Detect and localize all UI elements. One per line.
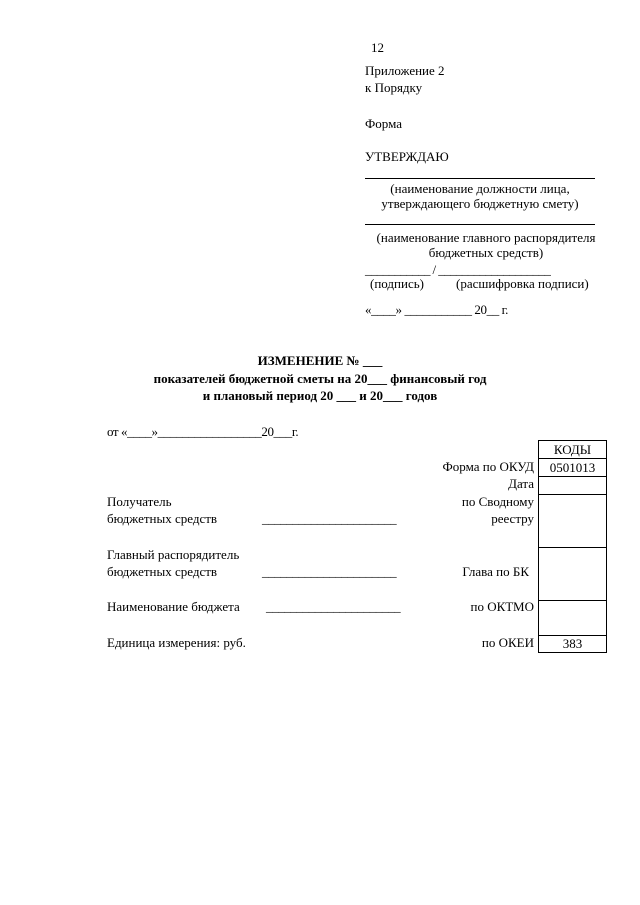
codes-header: КОДЫ bbox=[539, 441, 607, 459]
recipient-label-1: Получатель bbox=[107, 494, 172, 509]
approve-signature-line: ___________ / ___________________ bbox=[365, 262, 551, 277]
doc-title-line-1: ИЗМЕНЕНИЕ № ___ bbox=[257, 353, 383, 368]
appendix-line-1: Приложение 2 bbox=[365, 63, 445, 78]
appendix-line-2: к Порядку bbox=[365, 80, 423, 95]
form-label: Форма bbox=[365, 116, 402, 131]
unit-label: Единица измерения: руб. bbox=[107, 635, 246, 650]
approve-manager-note-1: (наименование главного распорядителя bbox=[376, 230, 596, 245]
approve-manager-note-2: бюджетных средств) bbox=[428, 245, 544, 260]
oktmo-label: по ОКТМО bbox=[470, 599, 534, 614]
oktmo-code-cell bbox=[539, 601, 607, 636]
approve-date-line: «____» ___________ 20__ г. bbox=[365, 302, 508, 317]
okud-label: Форма по ОКУД bbox=[442, 459, 534, 474]
doc-title-line-3: и плановый период 20 ___ и 20___ годов bbox=[202, 388, 438, 403]
manager-line: ______________________ bbox=[262, 564, 397, 579]
date-from: от «____»_________________20___г. bbox=[107, 424, 299, 439]
okei-label: по ОКЕИ bbox=[481, 635, 534, 650]
date-label: Дата bbox=[508, 476, 534, 491]
date-code-cell bbox=[539, 477, 607, 495]
manager-label-1: Главный распорядитель bbox=[107, 547, 240, 562]
okei-code-cell: 383 bbox=[539, 636, 607, 653]
okud-code-cell: 0501013 bbox=[539, 459, 607, 477]
consolidated-label-2: реестру bbox=[491, 511, 534, 526]
approve-decoding-label: (расшифровка подписи) bbox=[456, 276, 589, 291]
approve-position-line bbox=[365, 178, 595, 179]
bk-code-cell bbox=[539, 548, 607, 601]
approve-signature-label: (подпись) bbox=[370, 276, 424, 291]
page-number: 12 bbox=[371, 40, 384, 55]
budget-name-line: ______________________ bbox=[266, 599, 401, 614]
recipient-label-2: бюджетных средств bbox=[107, 511, 218, 526]
codes-table bbox=[538, 440, 607, 653]
recipient-line: ______________________ bbox=[262, 511, 397, 526]
consolidated-label-1: по Сводному bbox=[461, 494, 534, 509]
approve-position-note-2: утверждающего бюджетную смету) bbox=[381, 196, 579, 211]
approve-title: УТВЕРЖДАЮ bbox=[365, 149, 449, 164]
bk-head-label: Глава по БК bbox=[462, 564, 529, 579]
consolidated-code-cell bbox=[539, 495, 607, 548]
approve-position-note-1: (наименование должности лица, bbox=[390, 181, 570, 196]
doc-title-line-2: показателей бюджетной сметы на 20___ финансовый год bbox=[153, 371, 487, 386]
approve-manager-line bbox=[365, 224, 595, 225]
budget-name-label: Наименование бюджета bbox=[107, 599, 240, 614]
manager-label-2: бюджетных средств bbox=[107, 564, 218, 579]
